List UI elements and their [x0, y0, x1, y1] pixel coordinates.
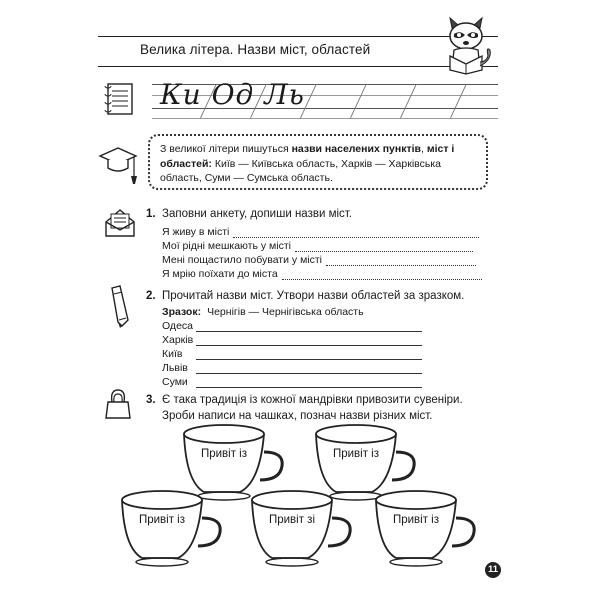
rule-bold-2: міст і областей:: [160, 143, 455, 170]
cup-icon: [118, 488, 228, 568]
task1-line-label: Мої рідні мешкають у місті: [162, 240, 291, 252]
letter-envelope-icon: [102, 204, 138, 240]
task3-line2: Зроби написи на чашках, познач назви різних міст.: [162, 410, 433, 422]
city-name: Київ: [162, 348, 183, 360]
city-name: Львів: [162, 362, 188, 374]
answer-line[interactable]: [196, 322, 422, 332]
answer-blank[interactable]: [326, 255, 476, 266]
task2-example-text: Чернігів — Чернігівська область: [207, 306, 364, 318]
city-name: Одеса: [162, 320, 193, 332]
cup-label[interactable]: Привіт зі: [268, 514, 316, 526]
graduation-cap-icon: [98, 142, 138, 188]
cup-label[interactable]: Привіт із: [332, 448, 380, 460]
task1-line: [162, 226, 479, 238]
task2-example: [162, 306, 364, 318]
task3-line1: Є така традиція із кожної мандрівки привозити сувеніри.: [162, 394, 463, 406]
cup-icon: [372, 488, 482, 568]
binder-clip-icon: [102, 386, 134, 422]
task2-city-row: [162, 362, 422, 374]
city-name: Харків: [162, 334, 194, 346]
answer-line[interactable]: [196, 364, 422, 374]
task1-line-label: Мені пощастило побувати у місті: [162, 254, 323, 266]
city-name: Суми: [162, 376, 188, 388]
task2-city-row: [162, 320, 422, 332]
cup: [372, 488, 482, 568]
task1-line-label: Я мрію поїхати до міста: [162, 268, 278, 280]
cup: [118, 488, 228, 568]
answer-line[interactable]: [196, 336, 422, 346]
copybook-slant: [450, 84, 467, 118]
cup-label[interactable]: Привіт із: [138, 514, 186, 526]
copybook-slant: [350, 84, 367, 118]
task1-line: [162, 240, 473, 252]
task1-line: [162, 254, 476, 266]
answer-blank[interactable]: [233, 227, 479, 238]
page-number: 11: [485, 562, 501, 578]
rule-box: [148, 134, 488, 190]
raccoon-reading-icon: [436, 16, 494, 76]
notebook-icon: [100, 80, 136, 118]
task2-city-row: [162, 376, 422, 388]
rule-text-part3: Київ — Київська область, Харків — Харківська область, Суми — Сумська область.: [160, 157, 441, 184]
answer-blank[interactable]: [282, 269, 482, 280]
pencil-icon: [104, 284, 134, 328]
task2-city-row: [162, 348, 422, 360]
task2-instruction: Прочитай назви міст. Утвори назви областей за зразком.: [162, 290, 465, 302]
copybook-slant: [400, 84, 417, 118]
cup-label[interactable]: Привіт із: [392, 514, 440, 526]
cup-label[interactable]: Привіт із: [200, 448, 248, 460]
task2-city-row: [162, 334, 422, 346]
task1-number: 1.: [146, 208, 156, 220]
task3-number: 3.: [146, 394, 156, 406]
rule-bold-1: назви населених пунктів: [291, 143, 421, 155]
task2-example-label: Зразок:: [162, 306, 202, 318]
cup-icon: [248, 488, 358, 568]
rule-text-part1: З великої літери пишуться: [160, 143, 292, 155]
answer-line[interactable]: [196, 350, 422, 360]
page-title: Велика літера. Назви міст, областей: [140, 42, 371, 57]
cup: [248, 488, 358, 568]
cursive-letters: Ки Од Ль: [160, 78, 305, 111]
task2-number: 2.: [146, 290, 156, 302]
task1-line: [162, 268, 482, 280]
copybook-line: [152, 118, 498, 119]
rule-text-part2: ,: [421, 143, 427, 155]
answer-line[interactable]: [196, 378, 422, 388]
answer-blank[interactable]: [295, 241, 473, 252]
task1-line-label: Я живу в місті: [162, 226, 230, 238]
task1-instruction: Заповни анкету, допиши назви міст.: [162, 208, 352, 220]
